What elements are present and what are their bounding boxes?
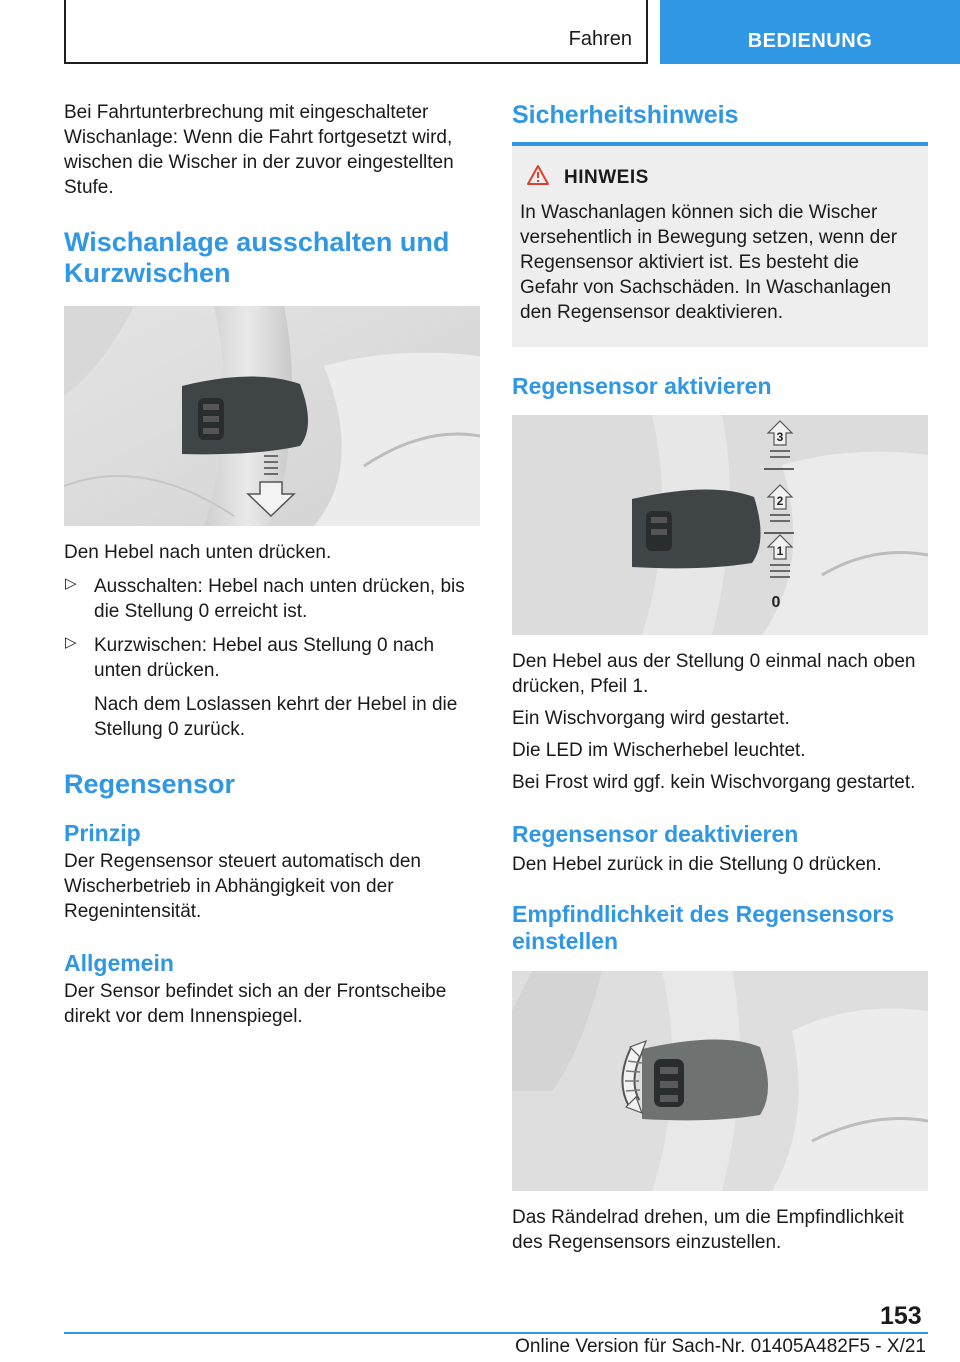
header-section-box bbox=[64, 0, 648, 64]
heading-switch-off-line1: Wischanlage ausschalten und bbox=[64, 227, 450, 257]
header-chapter-label: BEDIENUNG bbox=[747, 30, 873, 52]
note-title-label: HINWEIS bbox=[564, 167, 649, 188]
general-paragraph: Der Sensor befindet sich an der Frontscheibe direkt vor dem Innenspiegel. bbox=[64, 981, 447, 1027]
heading-principle: Prinzip bbox=[64, 820, 141, 846]
bullet-triangle-icon: ▷ bbox=[65, 634, 77, 651]
heading-switch-off-line2: Kurzwischen bbox=[64, 258, 231, 288]
note-title bbox=[520, 164, 920, 192]
activate-paragraph-3: Die LED im Wischerhebel leuchtet. bbox=[512, 740, 806, 761]
heading-sensitivity bbox=[512, 901, 928, 955]
list-item-short-wipe bbox=[64, 633, 480, 683]
note-paragraph: In Waschanlagen können sich die Wischer versehentlich in Bewegung setzen, wenn der Regensensor aktiviert ist. Es besteht die Gefahr von Sachschäden. In Waschanlagen den Regensensor deaktivieren. bbox=[520, 202, 898, 323]
activate-paragraph-4: Bei Frost wird ggf. kein Wischvorgang gestartet. bbox=[512, 772, 916, 793]
right-column bbox=[512, 100, 928, 1255]
list-item-switch-off bbox=[64, 574, 480, 624]
figure-knurled-wheel bbox=[512, 971, 928, 1191]
header-section-label: Fahren bbox=[568, 28, 632, 50]
heading-deactivate: Regensensor deaktivieren bbox=[512, 821, 799, 847]
heading-safety: Sicherheitshinweis bbox=[512, 101, 739, 129]
activate-paragraph-2: Ein Wischvorgang wird gestartet. bbox=[512, 708, 790, 729]
footer-rule bbox=[64, 1332, 928, 1334]
principle-paragraph: Der Regensensor steuert automatisch den Wischerbetrieb in Abhängigkeit von der Regenintensität. bbox=[64, 851, 421, 922]
heading-sensitivity-line2: einstellen bbox=[512, 928, 619, 954]
position-label-0: 0 bbox=[771, 594, 781, 611]
list-item-text: Kurzwischen: Hebel aus Stellung 0 nach unten drücken. bbox=[94, 635, 435, 681]
footer-online-version: Online Version für Sach-Nr. 01405A482F5 - X/21 bbox=[515, 1336, 926, 1357]
heading-activate: Regensensor aktivieren bbox=[512, 373, 772, 399]
warning-triangle-icon bbox=[526, 164, 550, 192]
activate-paragraph-1: Den Hebel aus der Stellung 0 einmal nach oben drücken, Pfeil 1. bbox=[512, 651, 916, 697]
heading-switch-off bbox=[64, 227, 480, 289]
list-item-subtext: Nach dem Loslassen kehrt der Hebel in die Stellung 0 zurück. bbox=[94, 694, 458, 740]
intro-paragraph: Bei Fahrtunterbrechung mit eingeschalteter Wischanlage: Wenn die Fahrt fortgesetzt wird, wischen die Wischer in der zuvor eingestellten Stufe. bbox=[64, 102, 454, 198]
position-label-2: 2 bbox=[776, 494, 784, 508]
heading-general: Allgemein bbox=[64, 950, 174, 976]
heading-sensitivity-line1: Empfindlichkeit des Regensensors bbox=[512, 901, 895, 927]
safety-note-box bbox=[512, 146, 928, 347]
list-item-text: Ausschalten: Hebel nach unten drücken, bis die Stellung 0 erreicht ist. bbox=[94, 576, 465, 622]
sensitivity-paragraph: Das Rändelrad drehen, um die Empfindlichkeit des Regensensors einzustellen. bbox=[512, 1207, 904, 1253]
bullet-triangle-icon: ▷ bbox=[65, 575, 77, 592]
header-chapter-tab bbox=[660, 0, 960, 64]
left-column bbox=[64, 100, 480, 1029]
caption-push-down: Den Hebel nach unten drücken. bbox=[64, 542, 332, 563]
page-number: 153 bbox=[880, 1302, 922, 1330]
deactivate-paragraph: Den Hebel zurück in die Stellung 0 drücken. bbox=[512, 854, 882, 875]
position-label-1: 1 bbox=[776, 544, 784, 558]
position-label-3: 3 bbox=[776, 430, 784, 444]
figure-lever-positions bbox=[512, 415, 928, 635]
figure-lever-down bbox=[64, 306, 480, 526]
heading-rain-sensor: Regensensor bbox=[64, 769, 236, 799]
